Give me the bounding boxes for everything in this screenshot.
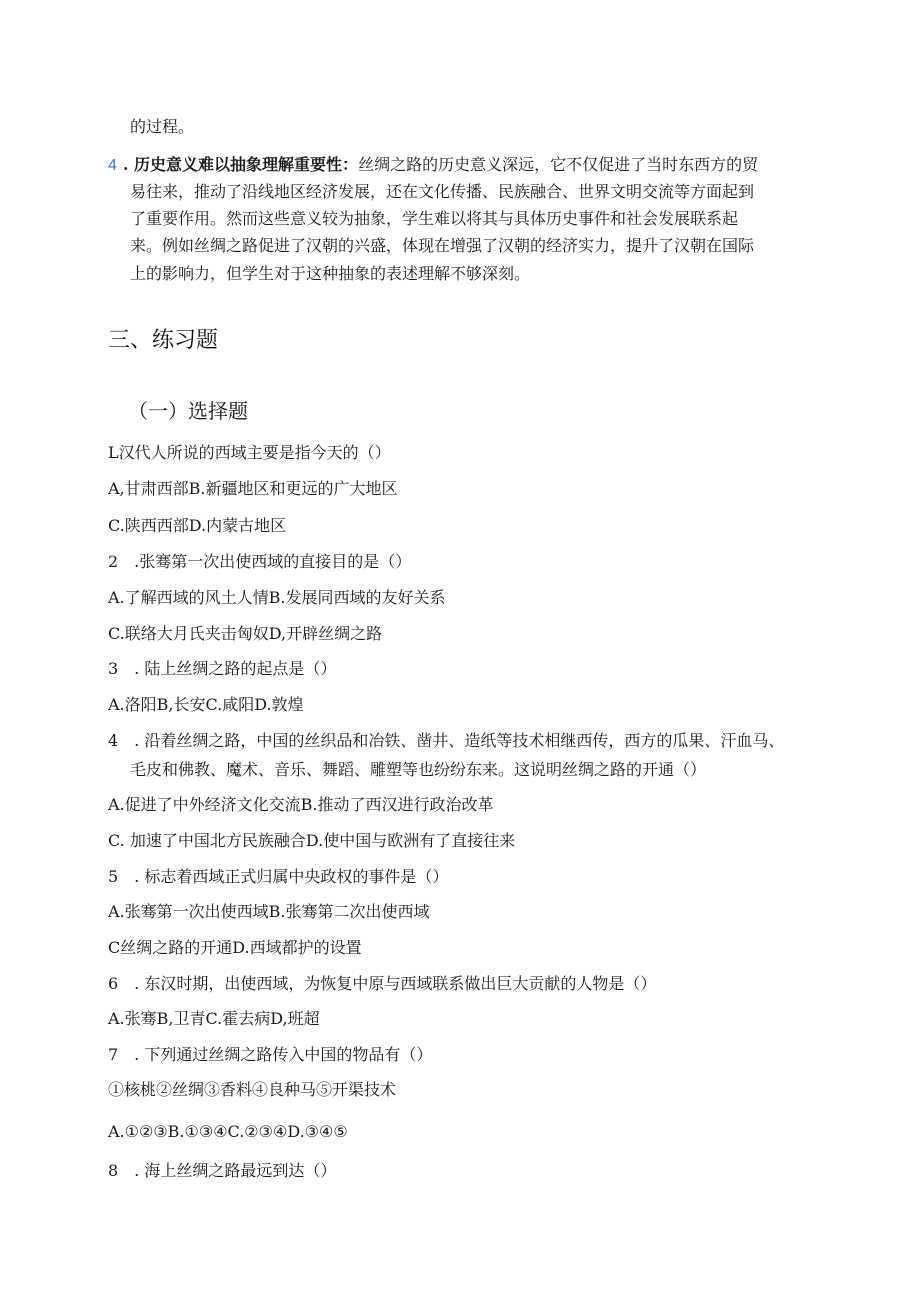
question-7-items: ①核桃②丝绸③香料④良种马⑤开渠技术 (108, 1080, 397, 1099)
question-6: 6 . 东汉时期，出使西域，为恢复中原与西域联系做出巨大贡献的人物是（） (108, 974, 657, 993)
question-3: 3 . 陆上丝绸之路的起点是（） (108, 659, 337, 678)
question-6-options: A.张骞B,卫青C.霍去病D,班超 (108, 1009, 320, 1028)
question-4-line-2: 毛皮和佛教、魔术、音乐、舞蹈、雕塑等也纷纷东来。这说明丝绸之路的开通（） (130, 760, 707, 779)
question-8: 8 . 海上丝绸之路最远到达（） (108, 1161, 337, 1180)
question-1-options-ab: A,甘肃西部B.新疆地区和更远的广大地区 (108, 479, 398, 498)
point-4-line-3: 了重要作用。然而这些意义较为抽象，学生难以将其与具体历史事件和社会发展联系起 (130, 209, 739, 228)
question-4-options-cd: C. 加速了中国北方民族融合D.使中国与欧洲有了直接往来 (108, 831, 516, 850)
question-5-options-cd: C丝绸之路的开通D.西域都护的设置 (108, 938, 362, 957)
question-2-options-ab: A.了解西域的风土人情B.发展同西域的友好关系 (108, 588, 446, 607)
question-1-options-cd: C.陕西西部D.内蒙古地区 (108, 516, 287, 535)
point-4-line-1 (108, 155, 758, 176)
question-4-options-ab: A.促进了中外经济文化交流B.推动了西汉进行政治改革 (108, 795, 494, 814)
question-5-options-ab: A.张骞第一次出使西域B.张骞第二次出使西域 (108, 902, 430, 921)
question-1: L汉代人所说的西域主要是指今天的（） (108, 443, 391, 462)
point-4-number: 4 (108, 157, 117, 174)
question-5: 5 . 标志着西域正式归属中央政权的事件是（） (108, 867, 449, 886)
paragraph-tail: 的过程。 (130, 117, 195, 136)
question-4-line-1: 4 . 沿着丝绸之路，中国的丝织品和冶铁、凿井、造纸等技术相继西传，西方的瓜果、汗血马、 (108, 731, 785, 750)
subsection-title: （一）选择题 (128, 399, 248, 423)
question-2-options-cd: C.联络大月氏夹击匈奴D,开辟丝绸之路 (108, 624, 383, 643)
section-title: 三、练习题 (108, 328, 219, 353)
point-4-line-4: 来。例如丝绸之路促进了汉朝的兴盛，体现在增强了汉朝的经济实力，提升了汉朝在国际 (130, 236, 755, 255)
question-7-options: A.①②③B.①③④C.②③④D.③④⑤ (108, 1122, 348, 1141)
point-4-line-5: 上的影响力，但学生对于这种抽象的表述理解不够深刻。 (130, 264, 531, 283)
point-4-line-2: 易往来，推动了沿线地区经济发展，还在文化传播、民族融合、世界文明交流等方面起到 (130, 182, 755, 201)
point-4-text-1: 丝绸之路的历史意义深远，它不仅促进了当时东西方的贸 (358, 155, 759, 174)
question-2: 2 .张骞第一次出使西域的直接目的是（） (108, 552, 412, 571)
question-3-options: A.洛阳B,长安C.咸阳D.敦煌 (108, 695, 304, 714)
point-4-title: . 历史意义难以抽象理解重要性： (122, 155, 359, 174)
question-7: 7 . 下列通过丝绸之路传入中国的物品有（） (108, 1045, 433, 1064)
